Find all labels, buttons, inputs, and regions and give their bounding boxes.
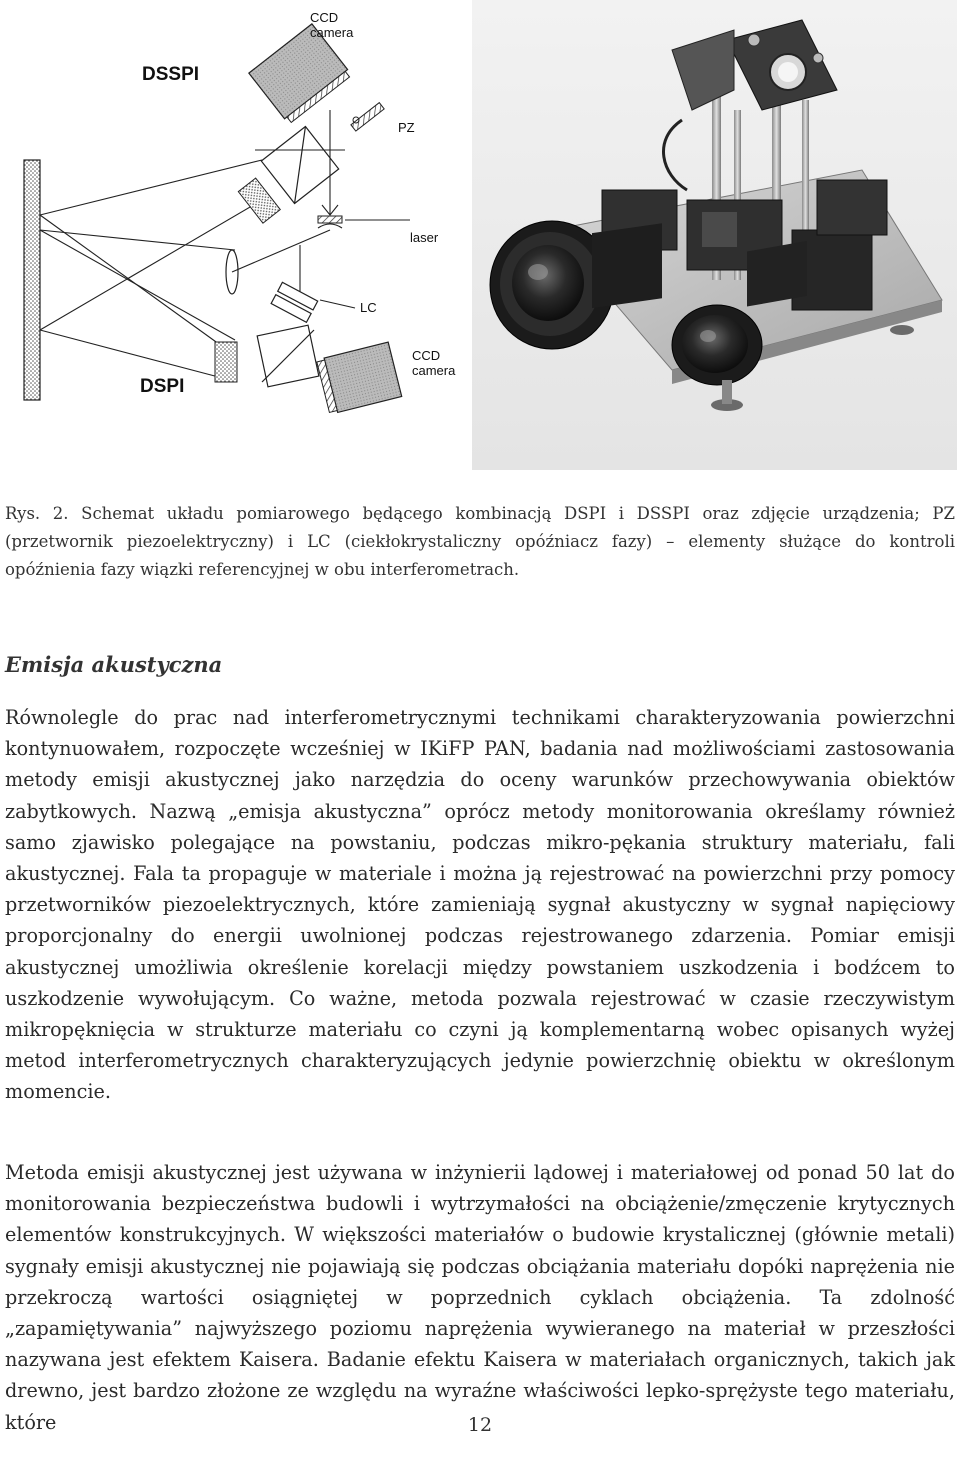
label-dspi: DSPI bbox=[140, 376, 185, 397]
label-dsspi: DSSPI bbox=[142, 64, 200, 85]
setup-schematic bbox=[0, 0, 470, 450]
beam-splitter-top bbox=[232, 126, 339, 226]
figure-caption: Rys. 2. Schemat układu pomiarowego będącego kombinacją DSPI i DSSPI oraz zdjęcie urządzenia; PZ (przetwornik piezoelektryczny) i LC (ciekłokrystaliczny opóźniacz fazy) – elementy służące do kontroli opóźnienia fazy wiązki referencyjnej w obu interferometrach. bbox=[5, 504, 955, 579]
ccd-camera-bottom bbox=[316, 342, 401, 414]
label-lc: LC bbox=[360, 300, 377, 315]
section-heading: Emisja akustyczna bbox=[5, 652, 223, 677]
label-ccd-top-1: CCD bbox=[310, 10, 339, 25]
paragraph-2: Metoda emisji akustycznej jest używana w inżynierii lądowej i materiałowej od ponad 50 lat do monitorowania bezpieczeństwa budowli i wytrzymałości na obciążenie/zmęczenie krytycznych elementów konstrukcyjnych. W większości materiałów o budowie krystalicznej (głównie metali) sygnały emisji akustycznej nie pojawiają się podczas obciążania materiału dopóki naprężenia nie przekroczą wartości osiągniętej w poprzednich cyklach obciążenia. Ta zdolność „zapamiętywania” najwyższego poziomu naprężenia wywieranego na materiał w przeszłości nazywana jest efektem Kaisera. Badanie efektu Kaisera w materiałach organicznych, takich jak drewno, jest bardzo złożone ze względu na wyraźne właściwości lepko-sprężyste tego materiału, które bbox=[5, 1161, 955, 1434]
lc-retarder bbox=[271, 282, 318, 322]
laser-splitter bbox=[318, 216, 342, 228]
figure bbox=[0, 0, 960, 480]
page-number: 12 bbox=[467, 1414, 493, 1436]
paragraph-1: Równolegle do prac nad interferometrycznymi technikami charakteryzowania powierzchni kontynuowałem, rozpoczęte wcześniej w IKiFP PAN, badania nad możliwościami zastosowania metody emisji akustycznej jako narzędzia do oceny warunków przechowywania obiektów zabytkowych. Nazwą „emisja akustyczna” oprócz metody monitorowania określamy również samo zjawisko polegające na powstaniu, podczas mikro-pękania struktury materiału, fali akustycznej. Fala ta propaguje w materiale i można ją rejestrować na powierzchni przy pomocy przetworników piezoelektrycznych, które zamieniają sygnał akustyczny w sygnał napięciowy proporcjonalny do energii uwolnionej podczas rejestrowanego zdarzenia. Pomiar emisji akustycznej umożliwia określenie korelacji między powstaniem uszkodzenia i bodźcem to uszkodzenie wywołującym. Co ważne, metoda pozwala rejestrować w czasie rzeczywistym mikropęknięcia w strukturze materiału co czyni ją komplementarną wobec opisanych wyżej metod interferometrycznych charakteryzujących jedynie powierzchnię obiektu w określonym momencie. bbox=[5, 706, 955, 1104]
device-photo bbox=[472, 0, 957, 470]
label-pz: PZ bbox=[398, 120, 415, 135]
label-ccd-top-2: camera bbox=[310, 25, 354, 40]
label-laser: laser bbox=[410, 230, 439, 245]
beam-splitter-bottom bbox=[215, 325, 319, 387]
label-ccd-bottom-2: camera bbox=[412, 363, 456, 378]
label-ccd-bottom-1: CCD bbox=[412, 348, 441, 363]
object-sample bbox=[24, 160, 40, 400]
